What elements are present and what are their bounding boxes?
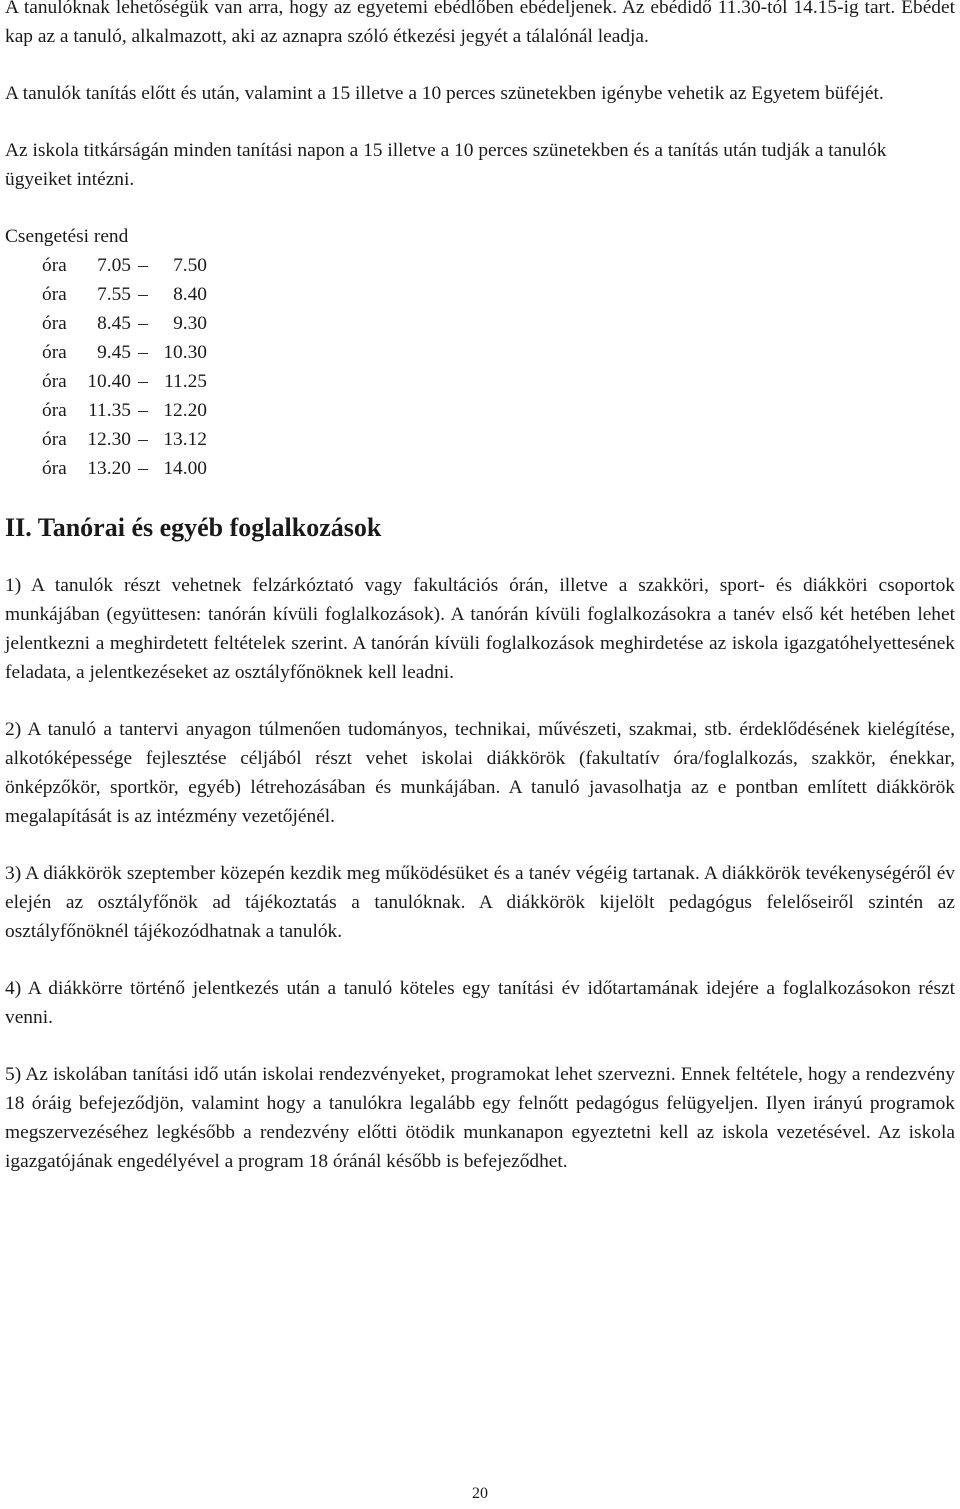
schedule-row-end: 12.20	[163, 400, 207, 421]
intro-paragraph: Az iskola titkárságán minden tanítási napon a 15 illetve a 10 perces szünetekben és a tanítás után tudják a tanulók ügyeiket intézni.	[5, 140, 887, 190]
schedule-row-label: óra	[42, 429, 67, 450]
schedule-row-start: 12.30	[87, 429, 131, 450]
schedule-row-dash: –	[138, 342, 148, 363]
section-item-3: 3) A diákkörök szeptember közepén kezdik meg működésüket és a tanév végéig tartanak. A diákkörök tevékenységéről év elején az osztályfőnök ad tájékoztatás a tanulóknak. A diákkörök kijelölt pedagógus felelőseiről szintén az osztályfőnöknél tájékozódhatnak a tanulók.	[5, 863, 955, 942]
schedule-title: Csengetési rend	[5, 226, 129, 247]
schedule-row-end: 10.30	[163, 342, 207, 363]
schedule-row-label: óra	[42, 255, 67, 276]
schedule-row-dash: –	[138, 371, 148, 392]
page-content	[5, 0, 955, 1204]
schedule-row-start: 10.40	[87, 371, 131, 392]
schedule-row-dash: –	[138, 400, 148, 421]
schedule-row-start: 8.45	[97, 313, 131, 334]
schedule-row-dash: –	[138, 458, 148, 479]
schedule-row-end: 13.12	[163, 429, 207, 450]
schedule-row-label: óra	[42, 313, 67, 334]
section-item-2: 2) A tanuló a tantervi anyagon túlmenően tudományos, technikai, művészeti, szakmai, stb. érdeklődésének kielégítése, alkotóképessége fejlesztése céljából részt vehet iskolai diákkörök (fakultatív óra/foglalkozás, szakkör, énekkar, önképzőkör, sportkör, egyéb) létrehozásában és munkájában. A tanuló javasolhatja az e pontban említett diákkörök megalapítását is az intézmény vezetőjénél.	[5, 719, 955, 827]
schedule-row	[5, 396, 955, 425]
schedule-row-end: 8.40	[173, 284, 207, 305]
schedule-row-end: 14.00	[163, 458, 207, 479]
intro-paragraph: A tanulóknak lehetőségük van arra, hogy az egyetemi ebédlőben ebédeljenek. Az ebédidő 11.30-tól 14.15-ig tart. Ebédet kap az a tanuló, alkalmazott, aki az aznapra szóló étkezési jegyét a tálalónál leadja.	[5, 0, 955, 47]
schedule-row	[5, 309, 955, 338]
schedule-row	[5, 454, 955, 483]
section-item-5: 5) Az iskolában tanítási idő után iskolai rendezvényeket, programokat lehet szervezni. Ennek feltétele, hogy a rendezvény 18 óráig befejeződjön, valamint hogy a tanulókra legalább egy felnőtt pedagógus felügyeljen. Ilyen irányú programok megszervezéséhez legkésőbb a rendezvény előtti ötödik munkanapon egyeztetni kell az iskola vezetésével. Az iskola igazgatójának engedélyével a program 18 óránál később is befejeződhet.	[5, 1064, 955, 1172]
schedule-row-label: óra	[42, 400, 67, 421]
page-number: 20	[472, 1485, 488, 1502]
intro-paragraph: A tanulók tanítás előtt és után, valamint a 15 illetve a 10 perces szünetekben igénybe vehetik az Egyetem büféjét.	[5, 83, 884, 104]
schedule-row	[5, 251, 955, 280]
schedule-row-start: 13.20	[87, 458, 131, 479]
schedule-row-start: 7.55	[97, 284, 131, 305]
section-item-4: 4) A diákkörre történő jelentkezés után a tanuló köteles egy tanítási év időtartamának idejére a foglalkozásokon részt venni.	[5, 978, 955, 1028]
section-item-1: 1) A tanulók részt vehetnek felzárkóztató vagy fakultációs órán, illetve a szakköri, sport- és diákköri csoportok munkájában (együttesen: tanórán kívüli foglalkozások). A tanórán kívüli foglalkozásokra a tanév első két hetében lehet jelentkezni a meghirdetett feltételek szerint. A tanórán kívüli foglalkozások meghirdetése az iskola igazgatóhelyettesének feladata, a jelentkezéseket az osztályfőnöknek kell leadni.	[5, 575, 955, 683]
schedule-row-label: óra	[42, 458, 67, 479]
schedule-row-start: 9.45	[97, 342, 131, 363]
bell-schedule	[5, 251, 955, 483]
schedule-row-dash: –	[138, 429, 148, 450]
schedule-row-end: 7.50	[173, 255, 207, 276]
schedule-row-start: 7.05	[97, 255, 131, 276]
schedule-row-end: 11.25	[164, 371, 207, 392]
section-heading: II. Tanórai és egyéb foglalkozások	[5, 513, 382, 542]
schedule-row	[5, 425, 955, 454]
schedule-row-label: óra	[42, 342, 67, 363]
schedule-row-start: 11.35	[88, 400, 131, 421]
schedule-row	[5, 280, 955, 309]
schedule-row-dash: –	[138, 284, 148, 305]
schedule-row-dash: –	[138, 255, 148, 276]
schedule-row	[5, 338, 955, 367]
schedule-row-end: 9.30	[173, 313, 207, 334]
schedule-row-label: óra	[42, 284, 67, 305]
schedule-row-label: óra	[42, 371, 67, 392]
schedule-row	[5, 367, 955, 396]
schedule-row-dash: –	[138, 313, 148, 334]
